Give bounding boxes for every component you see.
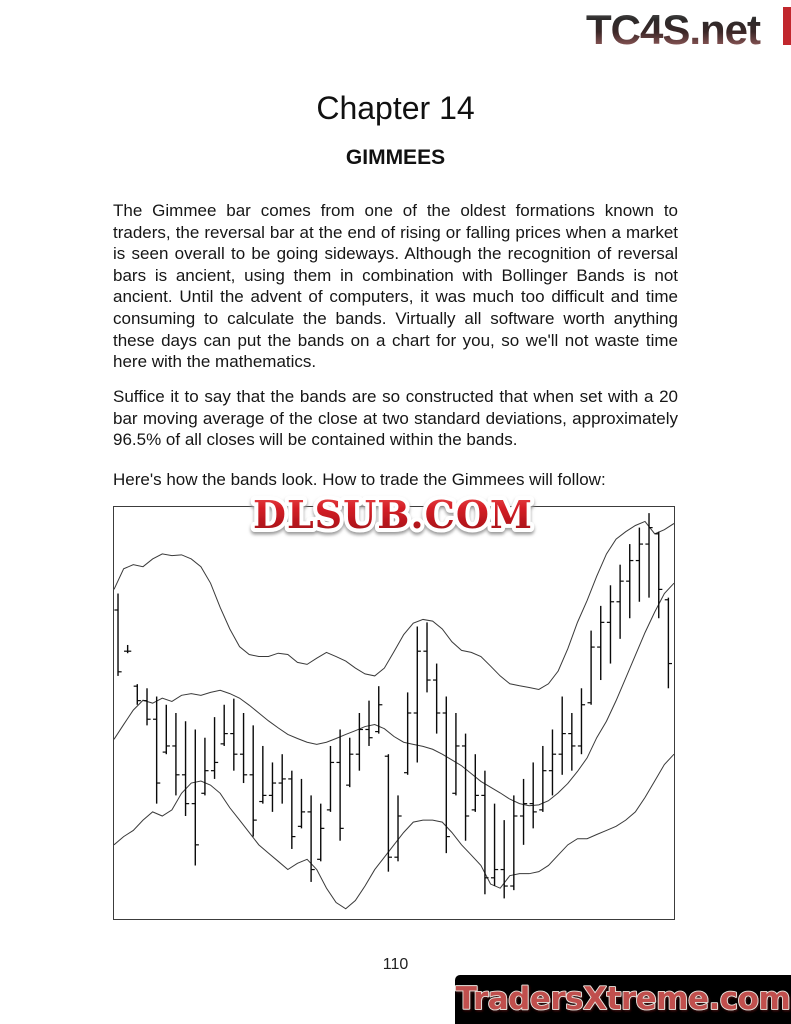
chapter-title: Chapter 14: [316, 90, 475, 126]
paragraph-chart-lead-in: Here's how the bands look. How to trade the Gimmees will follow:: [113, 470, 606, 489]
tc4s-logo-text: TC4S.net: [585, 6, 760, 53]
price-bar: [375, 686, 382, 733]
tc4s-logo[interactable]: [555, 4, 765, 54]
price-bar: [365, 701, 372, 746]
footer-logo-bar: [455, 975, 791, 1024]
price-bar: [153, 697, 160, 804]
price-bar: [327, 746, 334, 812]
price-bar: [269, 762, 276, 811]
tradersxtreme-logo[interactable]: [455, 975, 791, 1024]
price-bar: [481, 771, 488, 895]
price-bar: [124, 645, 131, 653]
price-bar: [423, 622, 430, 692]
price-bar: [307, 795, 314, 882]
price-bar: [211, 717, 218, 779]
price-bar: [221, 705, 228, 746]
price-bar: [163, 705, 170, 754]
price-bar: [645, 513, 652, 598]
price-bar: [259, 746, 266, 804]
price-bar: [250, 725, 257, 836]
dlsub-watermark-logo[interactable]: [233, 484, 553, 546]
lower-band-line: [114, 754, 674, 909]
price-bar: [607, 585, 614, 663]
red-accent-strip: [783, 7, 791, 45]
price-bar: [240, 713, 247, 783]
price-bar: [385, 754, 392, 871]
price-bar: [279, 754, 286, 803]
price-bar: [336, 729, 343, 840]
bollinger-chart-svg: [114, 507, 674, 919]
price-bar: [346, 738, 353, 787]
price-bar: [317, 804, 324, 862]
price-bar: [491, 804, 498, 886]
price-bar: [510, 795, 517, 890]
chapter-subtitle: GIMMEES: [345, 146, 446, 169]
price-bar: [568, 713, 575, 771]
price-bar: [462, 734, 469, 841]
price-bar: [114, 594, 121, 676]
price-bar: [298, 779, 305, 828]
paragraph-intro: The Gimmee bar comes from one of the oldest formations known to traders, the reversal bar at the end of rising or falling prices when a market is seen overall to be going sideways. Although the recognition of reversal bars is ancient, using them in combination with Bollinger Bands is not ancient. Until the advent of computers, it was much too difficult and time consuming to calculate the bands. Virtually all software worth anything these days can put the bands on a chart for you, so we'll not waste time here with the mathematics.: [113, 201, 678, 372]
tradersxtreme-logo-text: TradersXtreme.com: [455, 981, 791, 1017]
upper-band-line: [114, 521, 674, 689]
price-bar: [404, 692, 411, 774]
middle-band-line: [114, 583, 674, 806]
price-bar: [356, 713, 363, 771]
price-bar: [182, 721, 189, 816]
price-bar: [230, 699, 237, 771]
price-bar: [288, 771, 295, 849]
price-bar: [172, 713, 179, 795]
paragraph-bands-definition: Suffice it to say that the bands are so constructed that when set with a 20 bar moving average of the close at two standard deviations, approximately 96.5% of all closes will be contained within the bands.: [113, 387, 678, 450]
price-bar: [414, 626, 421, 762]
price-bar: [549, 729, 556, 795]
price-bar: [452, 713, 459, 795]
price-bar: [530, 762, 537, 828]
price-bar: [143, 688, 150, 725]
price-bar: [394, 795, 401, 861]
price-bar: [626, 544, 633, 618]
bollinger-bands-chart: [113, 506, 675, 920]
price-bar: [578, 688, 585, 754]
price-bar: [616, 565, 623, 639]
price-bar: [433, 664, 440, 734]
price-bar: [597, 606, 604, 680]
price-bar: [472, 754, 479, 812]
price-bar: [134, 684, 141, 705]
price-bar: [587, 631, 594, 705]
price-bar: [665, 598, 672, 689]
price-bar: [520, 779, 527, 845]
price-bar: [559, 697, 566, 775]
price-bar: [655, 532, 662, 619]
price-bar: [636, 528, 643, 602]
dlsub-watermark-text: DLSUB.COM: [252, 492, 534, 537]
price-bar: [192, 729, 199, 865]
price-bar: [201, 738, 208, 796]
page-number: 110: [382, 956, 409, 973]
